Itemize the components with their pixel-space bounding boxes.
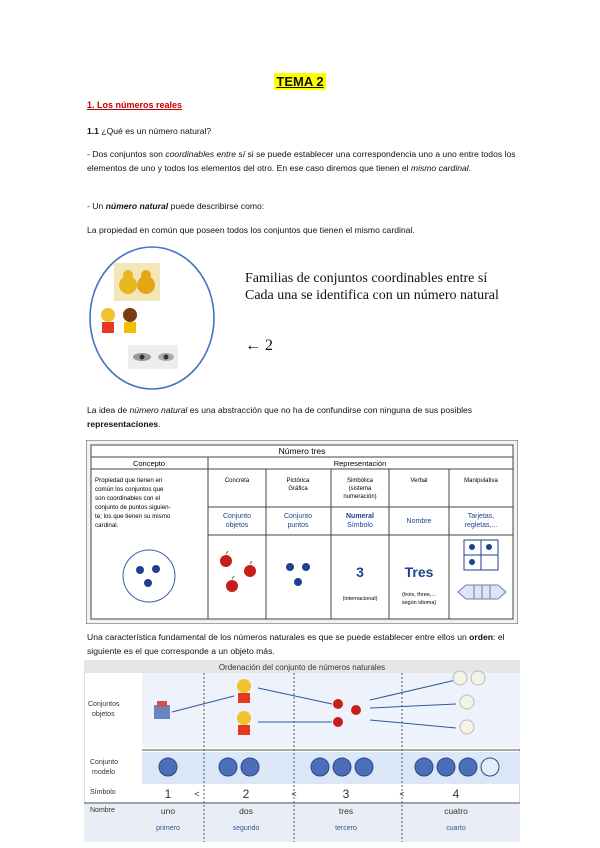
svg-text:común los conjuntos que: común los conjuntos que: [95, 486, 164, 493]
numeral-note: (internacional): [342, 596, 378, 602]
subsection-heading: 1.1 ¿Qué es un número natural?: [87, 126, 212, 136]
svg-text:<: <: [291, 789, 297, 799]
svg-text:dos: dos: [239, 806, 253, 816]
page-title: TEMA 2: [276, 74, 324, 89]
chicks-image: [114, 263, 160, 301]
paragraph-property: La propiedad en común que poseen todos los conjuntos que tienen el mismo cardinal.: [87, 225, 415, 235]
section-heading: 1. Los números reales: [87, 100, 183, 110]
svg-text:Simbólica: Simbólica: [346, 478, 374, 484]
svg-text:Símbolo: Símbolo: [90, 789, 116, 796]
svg-text:(trois, three,...: (trois, three,...: [402, 592, 436, 598]
svg-text:Símbolo: Símbolo: [347, 522, 373, 529]
svg-text:según idioma): según idioma): [401, 600, 437, 606]
svg-text:Numeral: Numeral: [345, 513, 375, 520]
svg-text:Verbal: Verbal: [410, 478, 428, 484]
svg-text:Conjunto: Conjunto: [222, 513, 252, 520]
svg-text:2: 2: [242, 787, 250, 801]
svg-text:uno: uno: [160, 806, 176, 816]
eyes-image: [128, 345, 178, 369]
arrow-two: ← 2: [245, 337, 273, 354]
word-tres: Tres: [404, 564, 434, 580]
paragraph-coordinables: - Dos conjuntos son coordinables entre sí si se puede establecer una correspondencia uno a uno entre todos los elementos de uno y todos los elementos del otro. En ese caso diremos que tienen el mismo cardinal.: [87, 149, 516, 173]
concept-header: Concepto: [132, 459, 166, 468]
order-diagram: [84, 660, 520, 842]
families-illustration: [80, 245, 530, 395]
svg-text:tercero: tercero: [335, 825, 357, 832]
children-image: [94, 307, 144, 339]
svg-text:Conjuntos: Conjuntos: [88, 701, 120, 708]
svg-text:(sistema: (sistema: [348, 486, 372, 492]
svg-text:primero: primero: [156, 825, 180, 832]
toy-image: [154, 705, 170, 719]
order-title: Ordenación del conjunto de números naturales: [218, 663, 386, 672]
svg-text:Manipulativa: Manipulativa: [464, 478, 498, 484]
numero-tres-table: [86, 440, 518, 624]
svg-text:Nombre: Nombre: [90, 807, 115, 814]
svg-text:Tarjetas,: Tarjetas,: [467, 513, 495, 520]
svg-text:cuatro: cuatro: [444, 806, 468, 816]
svg-text:conjunto de puntos siguien-: conjunto de puntos siguien-: [95, 504, 171, 511]
svg-text:cardinal.: cardinal.: [95, 522, 119, 529]
families-caption: Familias de conjuntos coordinables entre sí Cada una se identifica con un número natural: [245, 271, 499, 303]
svg-text:puntos: puntos: [287, 522, 309, 529]
svg-text:<: <: [399, 789, 405, 799]
svg-text:Gráfica: Gráfica: [288, 486, 308, 492]
svg-text:son coordinables con el: son coordinables con el: [95, 495, 161, 502]
svg-text:regletas,...: regletas,...: [464, 522, 498, 529]
svg-text:objetos: objetos: [92, 711, 115, 718]
paragraph-natural-number: - Un número natural puede describirse como:: [87, 201, 265, 211]
svg-text:Conjunto: Conjunto: [283, 513, 313, 520]
paragraph-order: Una característica fundamental de los números naturales es que se puede establecer entre ellos un orden: el siguiente es el que corresponde a un objeto más.: [87, 632, 505, 656]
numeral-three: 3: [356, 564, 364, 580]
svg-text:<: <: [194, 789, 200, 799]
svg-text:Nombre: Nombre: [406, 518, 432, 525]
svg-text:Propiedad que tienen en: Propiedad que tienen en: [95, 477, 163, 484]
svg-text:tres: tres: [338, 806, 354, 816]
svg-text:4: 4: [452, 787, 460, 801]
svg-text:segundo: segundo: [232, 825, 260, 832]
representation-header: Representación: [333, 459, 387, 468]
svg-text:numeración): numeración): [343, 494, 377, 500]
svg-text:cuarto: cuarto: [446, 825, 466, 832]
svg-text:Pictórica: Pictórica: [286, 478, 310, 484]
svg-text:Conjunto: Conjunto: [90, 759, 119, 766]
paragraph-abstraction: La idea de número natural es una abstracción que no ha de confundirse con ninguna de sus posibles representaciones.: [87, 405, 473, 429]
svg-text:3: 3: [342, 787, 350, 801]
svg-text:1: 1: [164, 787, 172, 801]
svg-text:te; los que tienen su mismo: te; los que tienen su mismo: [95, 513, 171, 520]
svg-text:objetos: objetos: [225, 522, 249, 529]
svg-text:modelo: modelo: [92, 769, 115, 776]
svg-text:Concreta: Concreta: [224, 478, 250, 484]
table-title: Número tres: [278, 446, 326, 456]
